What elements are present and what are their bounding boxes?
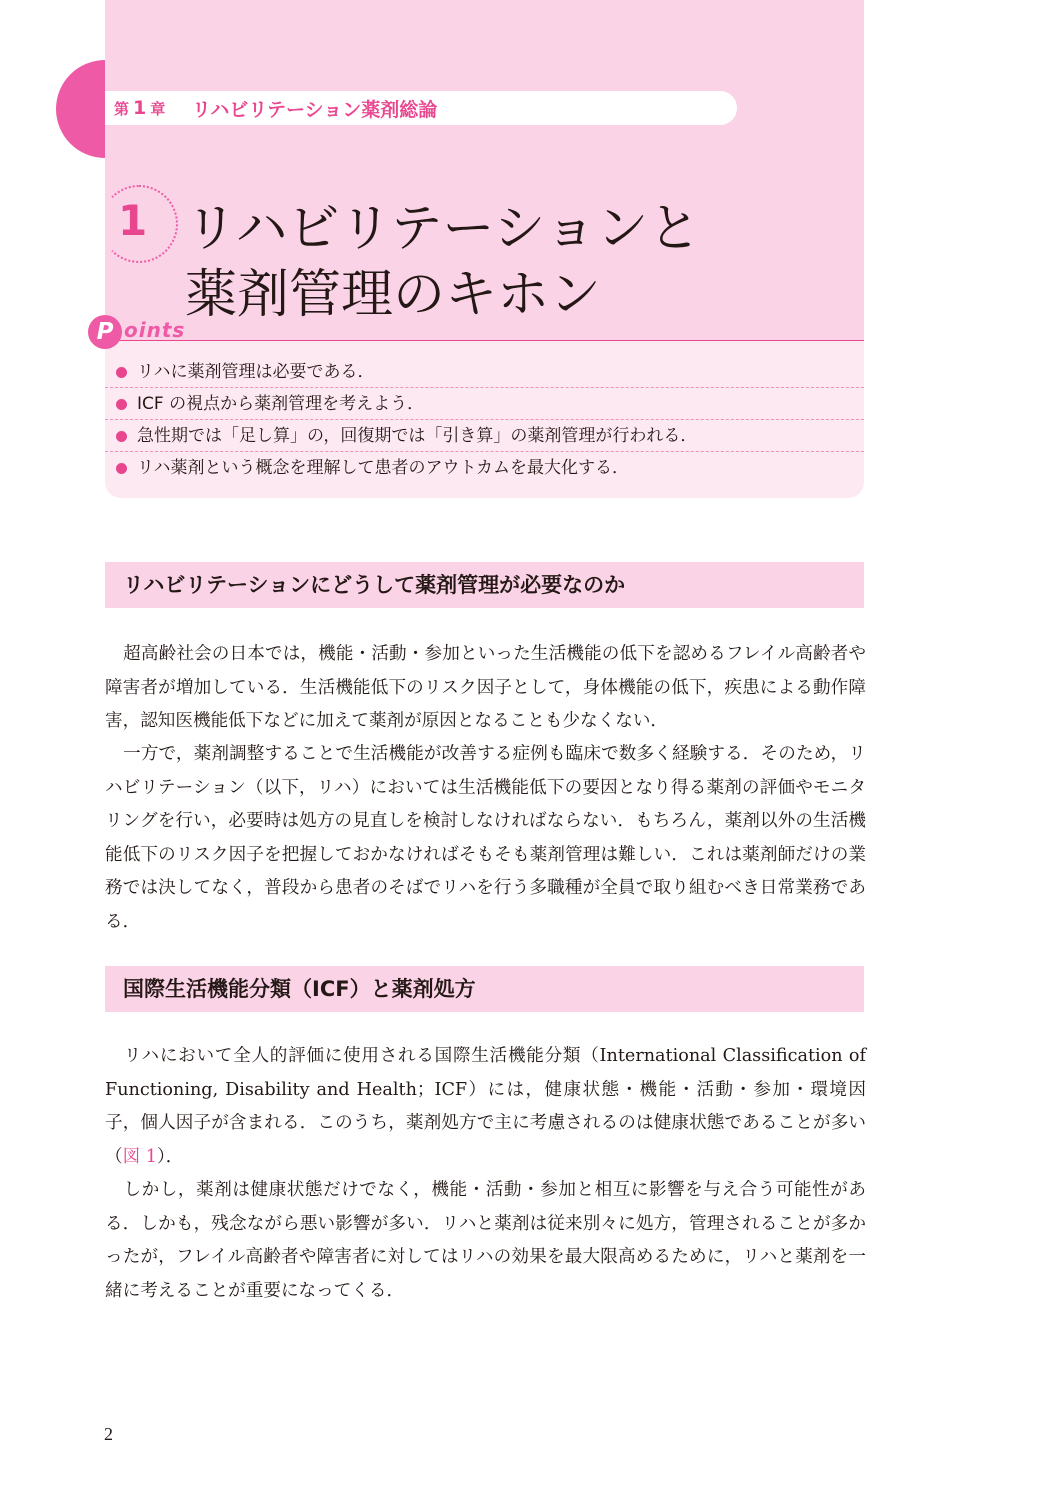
point-item: リハに薬剤管理は必要である． [105, 357, 864, 388]
chapter-title: リハビリテーション薬剤総論 [192, 99, 438, 121]
figure-reference-link[interactable]: 図 1 [122, 1146, 157, 1167]
body-paragraph: 超高齢社会の日本では，機能・活動・参加といった生活機能の低下を認めるフレイル高齢者や障害者が増加している．生活機能低下のリスク因子として，身体機能の低下，疾患による動作障害，認知医機能低下などに加えて薬剤が原因となることも少なくない． [105, 644, 866, 731]
points-label: oints [124, 318, 186, 342]
bullet-icon [116, 431, 127, 442]
point-item: ICF の視点から薬剤管理を考えよう． [105, 389, 864, 420]
body-paragraph: しかし，薬剤は健康状態だけでなく，機能・活動・参加と相互に影響を与え合う可能性がある．しかも，残念ながら悪い影響が多い．リハと薬剤は従来別々に処方，管理されることが多かったが，フレイル高齢者や障害者に対してはリハの効果を最大限高めるために，リハと薬剤を一緒に考えることが重要になってくる． [105, 1180, 866, 1301]
point-item: リハ薬剤という概念を理解して患者のアウトカムを最大化する． [105, 453, 864, 484]
point-item: 急性期では「足し算」の，回復期では「引き算」の薬剤管理が行われる． [105, 421, 864, 452]
section-heading: 国際生活機能分類（ICF）と薬剤処方 [105, 966, 864, 1012]
chapter-label: 第 1 章 [114, 97, 166, 119]
points-label-badge: P [88, 315, 122, 349]
points-divider [105, 340, 864, 341]
bullet-icon [116, 463, 127, 474]
bullet-icon [116, 367, 127, 378]
bullet-icon [116, 399, 127, 410]
body-paragraph: 一方で，薬剤調整することで生活機能が改善する症例も臨床で数多く経験する．そのため，リハビリテーション（以下，リハ）においては生活機能低下の要因となり得る薬剤の評価やモニタリングを行い，必要時は処方の見直しを検討しなければならない．もちろん，薬剤以外の生活機能低下のリスク因子を把握しておかなければそもそも薬剤管理は難しい．これは薬剤師だけの業務では決してなく，普段から患者のそばでリハを行う多職種が全員で取り組むべき日常業務である． [105, 744, 866, 932]
section-heading: リハビリテーションにどうして薬剤管理が必要なのか [105, 562, 864, 608]
page-number: 2 [104, 1424, 113, 1444]
body-paragraph: リハにおいて全人的評価に使用される国際生活機能分類（International Classification of Functioning, Disability and Health；ICF）には，健康状態・機能・活動・参加・環境因子，個人因子が含まれる．このうち，薬剤処方で主に考慮されるのは健康状態であることが多い（図 1）． [105, 1046, 866, 1167]
section-title: リハビリテーションと 薬剤管理のキホン [185, 199, 701, 325]
section-number: 1 [118, 196, 148, 245]
